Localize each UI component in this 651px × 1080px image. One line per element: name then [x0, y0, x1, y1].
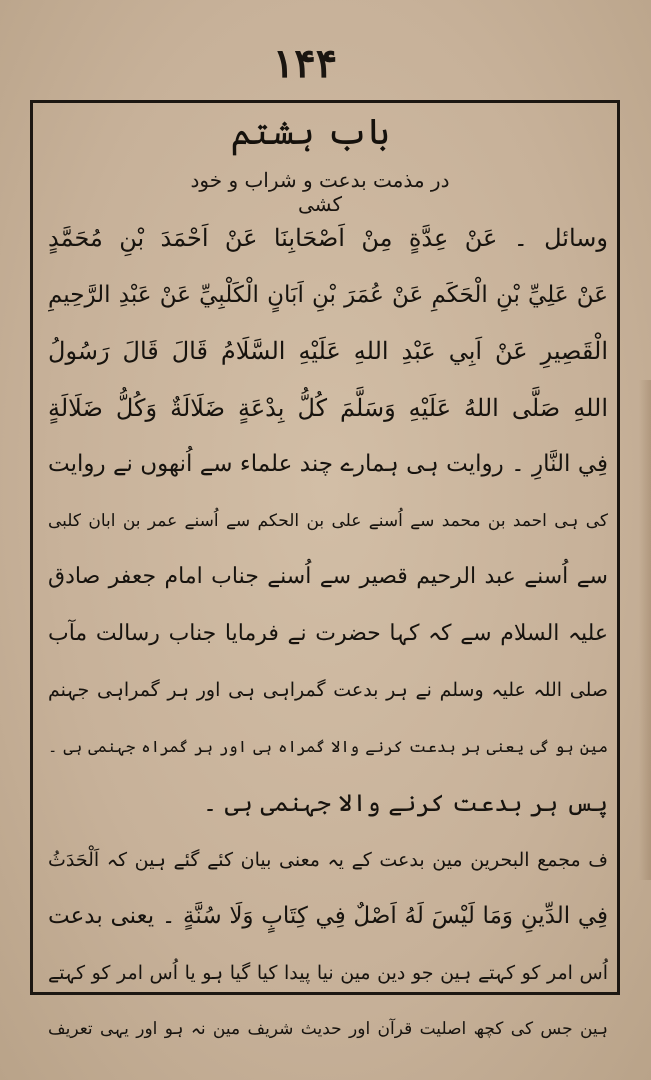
text-line: الْقَصِيرِ عَنْ اَبِي عَبْدِ اللهِ عَلَيْهِ السَّلَامُ قَالَ قَالَ رَسُولُ: [48, 337, 608, 365]
text-line: ف مجمع البحرین مین بدعت کے یہ معنی بیان کئے گئے ہین کہ اَلْحَدَثُ: [48, 848, 608, 871]
body-text: [48, 210, 608, 1039]
text-line: صلی اللہ علیہ وسلم نے ہر بدعت گمراہی ہی اور ہر گمراہی جہنم: [48, 679, 608, 701]
text-line: پس ہر بدعت کرنے والا جہنمی ہی ۔: [203, 789, 608, 817]
text-line: مین ہو گی یعنی ہر بدعت کرنے والا گمراہ ہی اور ہر گمراہ جہنمی ہی ۔: [48, 736, 608, 756]
chapter-title: باب ہشتم: [230, 112, 390, 153]
text-line: عَنْ عَلِيِّ بْنِ الْحَكَمِ عَنْ عُمَرَ بْنِ اَبَانٍ الْكَلْبِيِّ عَنْ عَبْدِ الرَّحِيمِ: [48, 281, 608, 308]
page-edge-stain: [639, 380, 651, 880]
text-line: علیہ السلام سے کہ کہا حضرت نے فرمایا جناب رسالت مآب: [48, 620, 608, 646]
text-line: وسائل ۔ عَنْ عِدَّةٍ مِنْ اَصْحَابِنَا عَنْ اَحْمَدَ بْنِ مُحَمَّدٍ: [48, 224, 608, 252]
text-line: فِي الدِّينِ وَمَا لَيْسَ لَهُ اَصْلٌ فِي كِتَابٍ وَلَا سُنَّةٍ ۔ یعنی بدعت: [48, 903, 608, 929]
text-line: کی ہی احمد بن محمد سے اُسنے علی بن الحکم سے اُسنے عمر بن ابان کلبی: [48, 510, 608, 531]
page-number: ۱۴۴: [272, 40, 338, 87]
text-line: اللهِ صَلَّى اللهُ عَلَيْهِ وَسَلَّمَ كُلُّ بِدْعَةٍ ضَلَالَةٌ وَكُلُّ ضَلَالَةٍ: [48, 393, 608, 422]
text-line: ہین جس کی کچھ اصلیت قرآن اور حدیث شریف مین نہ ہو اور یہی تعریف: [48, 1019, 608, 1039]
text-line: اُس امر کو کہتے ہین جو دین مین نیا پیدا کیا گیا ہو یا اُس امر کو کہتے: [48, 961, 608, 984]
chapter-subtitle: در مذمت بدعت و شراب و خود کشی: [190, 168, 450, 216]
text-line: سے اُسنے عبد الرحیم قصیر سے اُسنے جناب امام جعفر صادق: [48, 564, 608, 589]
text-line: فِي النَّارِ ۔ روایت ہی ہمارے چند علماء سے اُنھوں نے روایت: [48, 451, 608, 477]
